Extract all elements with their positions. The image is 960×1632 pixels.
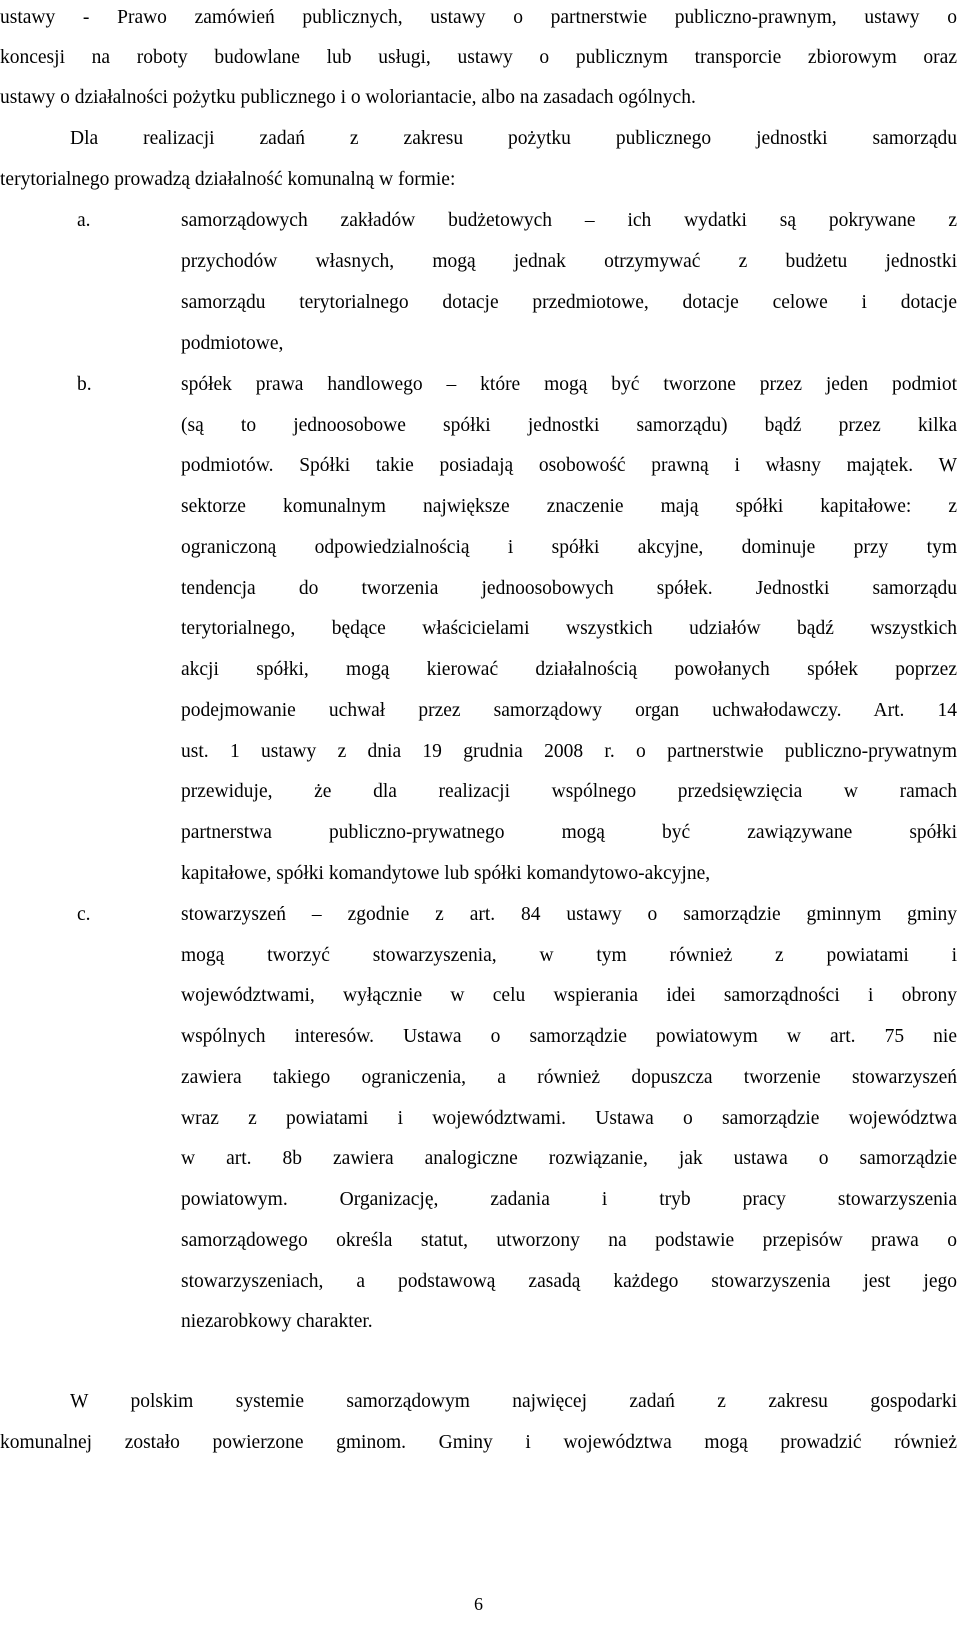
text-line: podmiotowe, <box>181 333 284 354</box>
text-line: przewiduje, że dla realizacji wspólnego przedsięwzięcia w ramach <box>181 781 957 802</box>
text-line: ustawy o działalności pożytku publicznego i o woloriantacie, albo na zasadach ogólnych. <box>0 87 696 108</box>
text-line: w art. 8b zawiera analogiczne rozwiązanie, jak ustawa o samorządzie <box>181 1148 957 1169</box>
text-line: stowarzyszeń – zgodnie z art. 84 ustawy o samorządzie gminnym gminy <box>181 904 957 925</box>
text-line: powiatowym. Organizację, zadania i tryb pracy stowarzyszenia <box>181 1189 957 1210</box>
text-line: akcji spółki, mogą kierować działalnością powołanych spółek poprzez <box>181 659 957 680</box>
page-number: 6 <box>474 1594 483 1614</box>
text-line: stowarzyszeniach, a podstawową zasadą każdego stowarzyszenia jest jego <box>181 1271 957 1292</box>
list-marker: b. <box>77 374 92 395</box>
text-line: tendencja do tworzenia jednoosobowych spółek. Jednostki samorządu <box>181 578 957 599</box>
text-line: partnerstwa publiczno-prywatnego mogą być zawiązywane spółki <box>181 822 957 843</box>
text-line: Dla realizacji zadań z zakresu pożytku publicznego jednostki samorządu <box>70 128 957 149</box>
text-line: W polskim systemie samorządowym najwięcej zadań z zakresu gospodarki <box>70 1391 957 1412</box>
list-marker: c. <box>77 904 91 925</box>
text-line: spółek prawa handlowego – które mogą być tworzone przez jeden podmiot <box>181 374 957 395</box>
text-line: mogą tworzyć stowarzyszenia, w tym również z powiatami i <box>181 945 957 966</box>
text-line: (są to jednoosobowe spółki jednostki samorządu) bądź przez kilka <box>181 415 957 436</box>
text-line: kapitałowe, spółki komandytowe lub spółki komandytowo-akcyjne, <box>181 863 711 884</box>
text-line: wspólnych interesów. Ustawa o samorządzie powiatowym w art. 75 nie <box>181 1026 957 1047</box>
text-line: terytorialnego, będące właścicielami wszystkich udziałów bądź wszystkich <box>181 618 957 639</box>
text-line: terytorialnego prowadzą działalność komunalną w formie: <box>0 169 456 190</box>
text-line: ograniczoną odpowiedzialnością i spółki akcyjne, dominuje przy tym <box>181 537 957 558</box>
text-line: niezarobkowy charakter. <box>181 1311 373 1332</box>
text-line: zawiera takiego ograniczenia, a również dopuszcza tworzenie stowarzyszeń <box>181 1067 957 1088</box>
text-line: podejmowanie uchwał przez samorządowy organ uchwałodawczy. Art. 14 <box>181 700 957 721</box>
text-line: ustawy - Prawo zamówień publicznych, ustawy o partnerstwie publiczno-prawnym, ustawy o <box>0 7 957 28</box>
text-line: samorządowego określa statut, utworzony na podstawie przepisów prawa o <box>181 1230 957 1251</box>
text-line: województwami, wyłącznie w celu wspierania idei samorządności i obrony <box>181 985 957 1006</box>
text-line: ust. 1 ustawy z dnia 19 grudnia 2008 r. o partnerstwie publiczno-prywatnym <box>181 741 957 762</box>
text-line: samorządu terytorialnego dotacje przedmiotowe, dotacje celowe i dotacje <box>181 292 957 313</box>
text-line: sektorze komunalnym największe znaczenie mają spółki kapitałowe: z <box>181 496 957 517</box>
text-line: koncesji na roboty budowlane lub usługi, ustawy o publicznym transporcie zbiorowym oraz <box>0 47 957 68</box>
text-line: wraz z powiatami i województwami. Ustawa o samorządzie województwa <box>181 1108 957 1129</box>
text-line: komunalnej zostało powierzone gminom. Gminy i województwa mogą prowadzić również <box>0 1432 957 1453</box>
text-line: samorządowych zakładów budżetowych – ich wydatki są pokrywane z <box>181 210 957 231</box>
list-marker: a. <box>77 210 91 231</box>
text-line: przychodów własnych, mogą jednak otrzymywać z budżetu jednostki <box>181 251 957 272</box>
text-line: podmiotów. Spółki takie posiadają osobowość prawną i własny majątek. W <box>181 455 957 476</box>
